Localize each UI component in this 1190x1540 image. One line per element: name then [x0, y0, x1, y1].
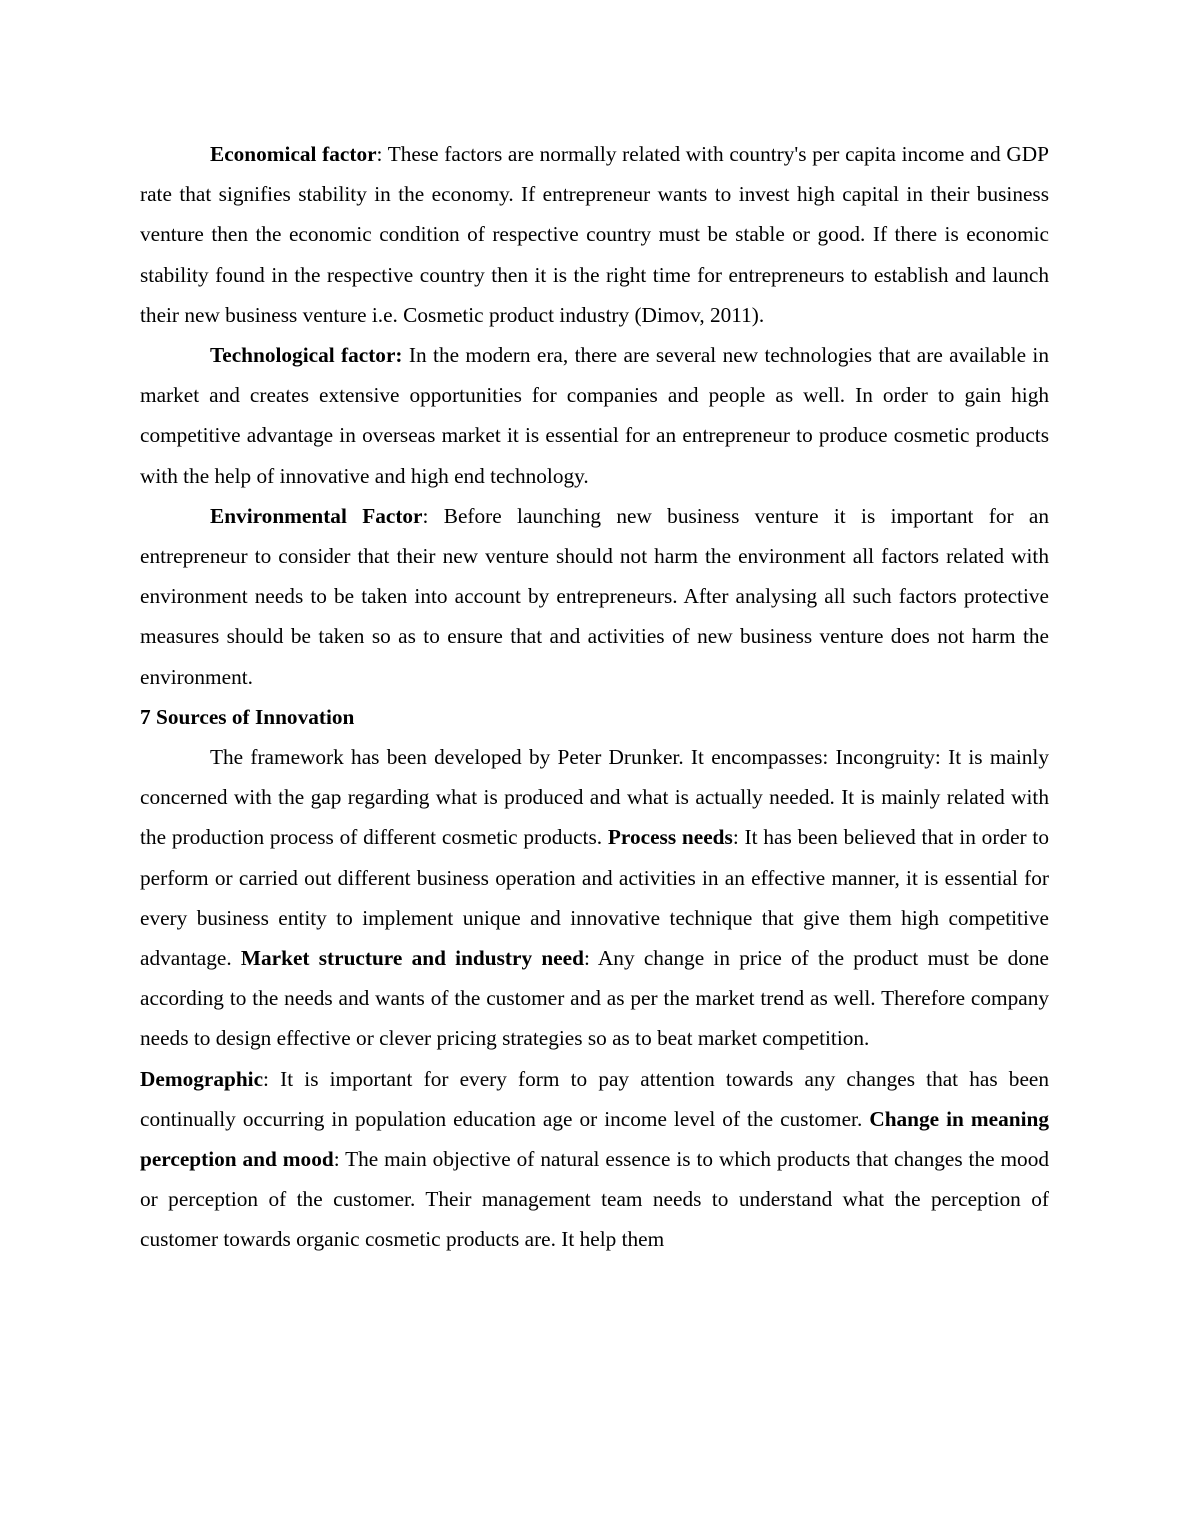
term-process-needs: Process needs	[607, 825, 733, 850]
section-heading: 7 Sources of Innovation	[140, 704, 355, 729]
paragraph-text: : Before launching new business venture it is important for an entrepreneur to consider that their new venture should not harm the environment all factors related with environment needs to be taken into account by entrepreneurs. After analysing all such factors protective measures should be taken so as to ensure that and activities of new business venture does not harm the environment.	[140, 503, 1049, 689]
paragraph-text: : It has been believed that in order to perform or carried out different business operation and activities in an effective manner, it is essential for every business entity to implement unique and innovative technique that give them high competitive advantage.	[140, 825, 1049, 971]
term-change-in-meaning: Change in meaning perception and mood	[140, 1106, 1050, 1172]
paragraph-environmental-factor	[140, 496, 1049, 697]
paragraph-text: The framework has been developed by Peter Drunker. It encompasses: Incongruity: It is mainly concerned with the gap regarding what is produced and what is actually needed. It is mainly related with the production process of different cosmetic products.	[140, 745, 1049, 850]
term-market-structure: Market structure and industry need	[240, 946, 584, 971]
document-page	[140, 134, 1049, 1260]
paragraph-demographic	[140, 1059, 1049, 1260]
paragraph-text: : It is important for every form to pay attention towards any changes that has been continually occurring in population education age or income level of the customer.	[140, 1066, 1049, 1131]
term-economical-factor: Economical factor	[210, 142, 377, 166]
paragraph-text: : These factors are normally related with country's per capita income and GDP rate that signifies stability in the economy. If entrepreneur wants to invest high capital in their business venture then the economic condition of respective country must be stable or good. If there is economic stability found in the respective country then it is the right time for entrepreneurs to establish and launch their new business venture i.e. Cosmetic product industry (Dimov, 2011).	[140, 142, 1049, 327]
term-environmental-factor: Environmental Factor	[210, 503, 423, 528]
term-technological-factor: Technological factor:	[210, 343, 403, 368]
paragraph-text: : The main objective of natural essence is to which products that changes the mood or perception of the customer. Their management team needs to understand what the perception of customer towards organic cosmetic products are. It help them	[140, 1147, 1050, 1252]
paragraph-technological-factor	[140, 335, 1049, 496]
paragraph-text: : Any change in price of the product must be done according to the needs and wants of the customer and as per the market trend as well. Therefore company needs to design effective or clever pricing strategies so as to beat market competition.	[140, 946, 1049, 1051]
term-demographic: Demographic	[140, 1066, 264, 1091]
paragraph-text: In the modern era, there are several new technologies that are available in market and creates extensive opportunities for companies and people as well. In order to gain high competitive advantage in overseas market it is essential for an entrepreneur to produce cosmetic products with the help of innovative and high end technology.	[140, 343, 1049, 488]
paragraph-sources-framework	[140, 737, 1049, 1059]
paragraph-economical-factor	[140, 134, 1049, 335]
